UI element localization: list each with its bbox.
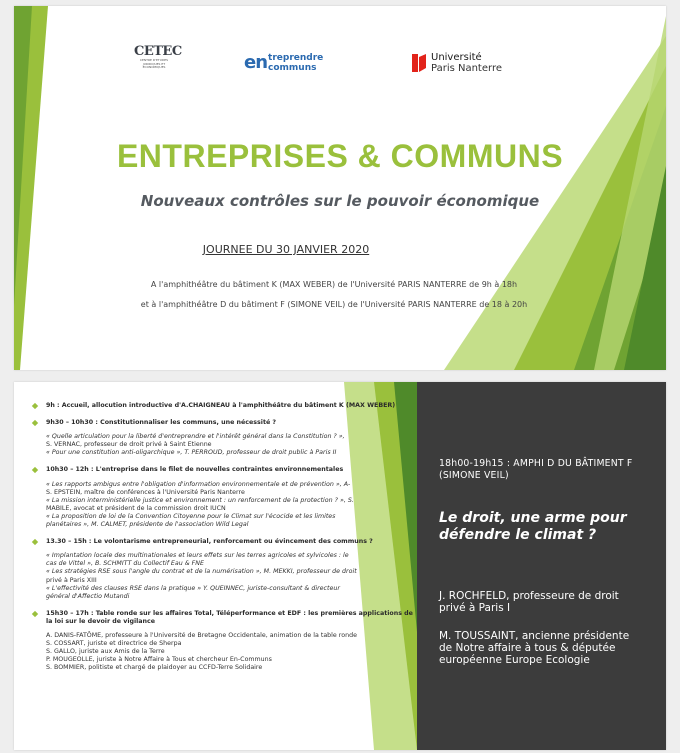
universite-paris-nanterre-logo: Université Paris Nanterre bbox=[412, 52, 502, 74]
nanterre-flag-icon bbox=[412, 54, 426, 72]
program-item: 13.30 – 15h : Le volontarisme entrepreneurial, renforcement ou évincement des communs ? « Implantation locale des multinationales et leurs effets sur les terres agricoles et sylvicoles : le cas de Vittel », B. SCHMITT du Collectif Eau & FNE « Les stratégies RSE sous l'angle du contrat et de la numérisation », M. MEKKI, professeur de droit privé à Paris XIII « L'effectivité des clauses RSE dans la pratique » Y. QUEINNEC, juriste-consultant & directeur général d'Affectio Mutandi bbox=[32, 538, 417, 601]
bullet-icon bbox=[32, 611, 38, 617]
flyer-program-card bbox=[14, 382, 666, 750]
event-title: ENTREPRISES & COMMUNS bbox=[116, 138, 564, 174]
event-subtitle: Nouveaux contrôles sur le pouvoir économique bbox=[140, 192, 540, 210]
panel-title: Le droit, une arme pour défendre le climat ? bbox=[439, 510, 627, 543]
bullet-icon bbox=[32, 403, 38, 409]
program-item: 9h : Accueil, allocution introductive d'A.CHAIGNEAU à l'amphithéâtre du bâtiment K (MAX WEBER) bbox=[32, 402, 417, 410]
program-item: 10h30 – 12h : L'entreprise dans le filet de nouvelles contraintes environnementales « Les rapports ambigus entre l'obligation d'information environnementale et de prévention », A- S. EPSTEIN, maître de conférences à l'Université Paris Nanterre « La mission interministérielle justice et environnement : un renforcement de la protection ? », S. MABILE, avocat et président de la commission droit IUCN « La proposition de loi de la Convention Citoyenne pour le Climat sur l'écocide et les limites planétaires », M. CALMET, présidente de l'association Wild Legal bbox=[32, 466, 417, 529]
venue-line-2: et à l'amphithéâtre D du bâtiment F (SIMONE VEIL) de l'Université PARIS NANTERRE de 18 à 20h bbox=[140, 300, 528, 309]
bullet-icon bbox=[32, 467, 38, 473]
venue-line-1: A l'amphithéâtre du bâtiment K (MAX WEBER) de l'Université PARIS NANTERRE de 9h à 18h bbox=[150, 280, 518, 289]
program-item: 15h30 – 17h : Table ronde sur les affaires Total, Téléperformance et EDF : les premières applications de la loi sur le devoir de vigilance A. DANIS-FATÔME, professeure à l'Université de Bretagne Occidentale, animation de la table ronde S. COSSART, juriste et directrice de Sherpa S. GALLO, juriste aux Amis de la Terre P. MOUGEOLLE, juriste à Notre Affaire à Tous et chercheur En-Communs S. BOMMIER, politiste et chargé de plaidoyer au CCFD-Terre Solidaire bbox=[32, 610, 417, 673]
evening-session-panel bbox=[417, 382, 666, 750]
green-leaf-decoration bbox=[14, 6, 666, 370]
program-item: 9h30 – 10h30 : Constitutionnaliser les communs, une nécessité ? « Quelle articulation pour la liberté d'entreprendre et l'intérêt général dans la Constitution ? », S. VERNAC, professeur de droit privé à Saint Etienne « Pour une constitution anti-oligarchique », T. PERROUD, professeur de droit public à Paris II bbox=[32, 419, 417, 457]
panel-speaker-2: M. TOUSSAINT, ancienne présidente de Notre affaire à tous & députée européenne Europe Ecologie bbox=[439, 630, 630, 666]
panel-speaker-1: J. ROCHFELD, professeure de droit privé à Paris I bbox=[439, 590, 619, 614]
bullet-icon bbox=[32, 420, 38, 426]
cetec-logo: CETEC CENTRE D'ETUDES JURIDIQUES ET ECONOMIQUES bbox=[134, 44, 182, 69]
entreprendre-communs-logo: en treprendre communs bbox=[244, 52, 324, 73]
flyer-header-card bbox=[14, 6, 666, 370]
panel-time: 18h00-19h15 : AMPHI D DU BÂTIMENT F (SIMONE VEIL) bbox=[439, 458, 633, 481]
bullet-icon bbox=[32, 539, 38, 545]
event-date: JOURNEE DU 30 JANVIER 2020 bbox=[202, 243, 370, 256]
program-list bbox=[32, 402, 417, 681]
